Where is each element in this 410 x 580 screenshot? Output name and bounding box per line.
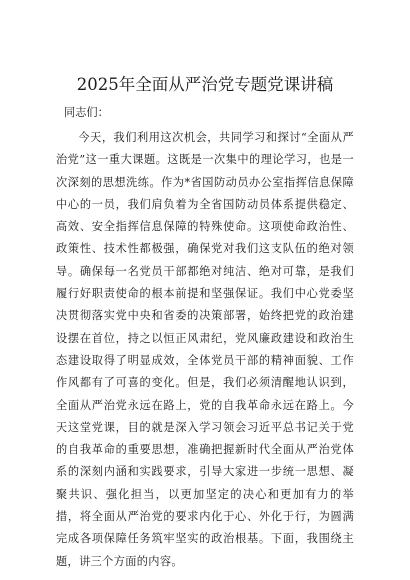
salutation: 同志们： [64, 106, 109, 119]
document-title: 2025年全面从严治党专题党课讲稿 [76, 75, 334, 94]
body-paragraph: 今天，我们利用这次机会，共同学习和探讨“全面从严治党”这一重大课题。这既是一次集中的理论学习，也是一次深刻的思想洗练。作为*省国防动员办公室指挥信息保障中心的一员，我们肩负着为全省国防动员体系提供稳定、高效、安全指挥信息保障的特殊使命。这项使命政治性、政策性、技术性都极强，确保党对我们这支队伍的绝对领导。确保每一名党员干部都绝对纯洁、绝对可靠，是我们履行好职责使命的根本前提和坚强保证。我们中心党委坚决贯彻落实党中央和省委的决策部署，始终把党的政治建设摆在首位，持之以恒正风肃纪，党风廉政建设和政治生态建设取得了明显成效，全体党员干部的精神面貌、工作作风都有了可喜的变化。但是，我们必须清醒地认识到，全面从严治党永远在路上，党的自我革命永远在路上。今天这堂党课，目的就是深入学习领会习近平总书记关于党的自我革命的重要思想，准确把握新时代全面从严治党体系的深刻内涵和实践要求，引导大家进一步统一思想、凝聚共识、强化担当，以更加坚定的决心和更加有力的举措，将全面从严治党的要求内化于心、外化于行，为圆满完成各项保障任务筑牢坚实的政治根基。下面，我围绕主题，讲三个方面的内容。 [56, 131, 354, 568]
